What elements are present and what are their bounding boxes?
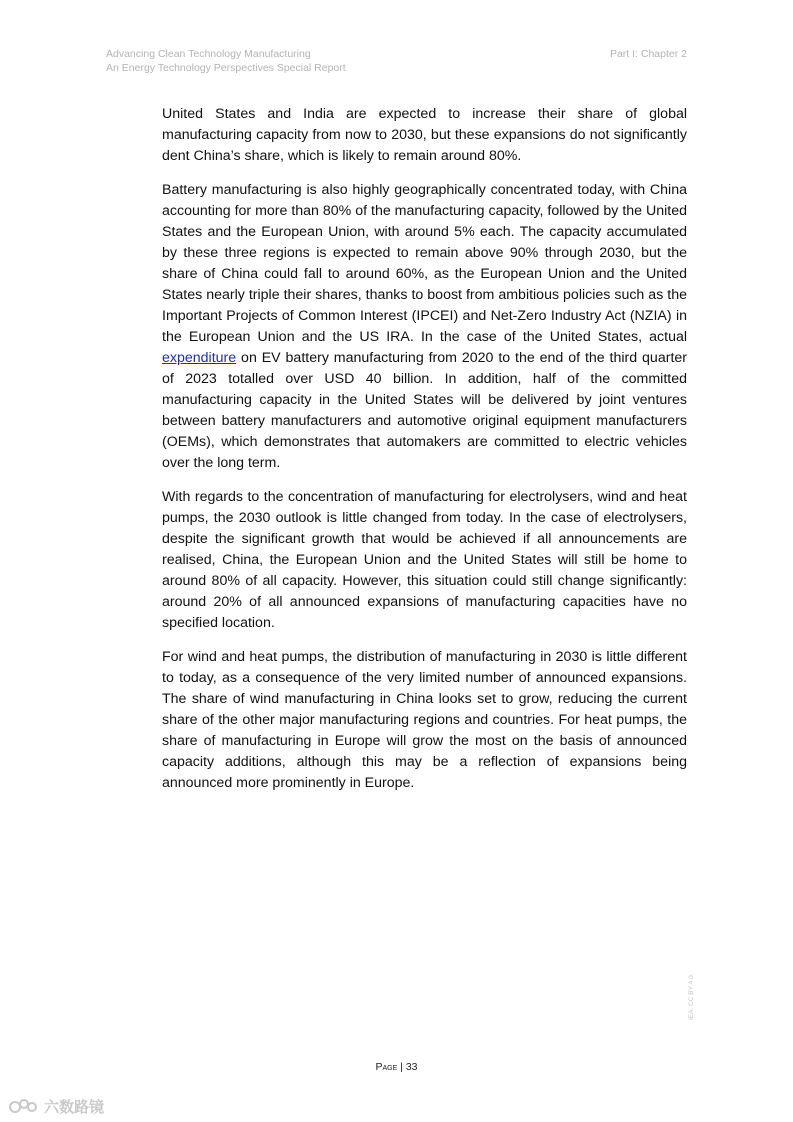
paragraph-3: With regards to the concentration of manufacturing for electrolysers, wind and heat pumps, the 2030 outlook is little changed from today. In the case of electrolysers, despite the significant growth that would be achieved if all announcements are realised, China, the European Union and the United States will still be home to around 80% of all capacity. However, this situation could still change significantly: around 20% of all announced expansions of manufacturing capacities have no specified location. [162,489,687,631]
report-title: Advancing Clean Technology Manufacturing [106,48,311,60]
watermark [8,1096,104,1117]
chapter-label: Part I: Chapter 2 [609,48,687,60]
expenditure-link[interactable]: expenditure [162,350,237,366]
main-text [162,104,687,807]
paragraph-4: For wind and heat pumps, the distribution of manufacturing in 2030 is little different to today, as a consequence of the very limited number of announced expansions. The share of wind manufacturing in China looks set to grow, reducing the current share of the other major manufacturing regions and countries. For heat pumps, the share of manufacturing in Europe will grow the most on the basis of announced capacity additions, although this may be a reflection of expansions being announced more prominently in Europe. [162,649,687,791]
paragraph-2-text-end: on EV battery manufacturing from 2020 to the end of the third quarter of 2023 totalled over USD 40 billion. In addition, half of the committed manufacturing capacity in the United States will be delivered by joint ventures between battery manufacturers and automotive original equipment manufacturers (OEMs), which demonstrates that automakers are committed to electric vehicles over the long term. [162,350,687,471]
watermark-text: 六数路镜 [44,1099,105,1116]
report-subtitle: An Energy Technology Perspectives Special Report [106,62,346,74]
paragraph-1: United States and India are expected to increase their share of global manufacturing capacity from now to 2030, but these expansions do not significantly dent China’s share, which is likely to remain around 80%. [162,106,687,164]
paragraph-2 [162,180,687,474]
page-label: Page [375,1061,398,1073]
license-note: IEA. CC BY 4.0. [688,973,695,1020]
page-number: 33 [405,1061,418,1073]
page-footer [0,1061,793,1073]
paragraph-2-text-start: Battery manufacturing is also highly geographically concentrated today, with China accounting for more than 80% of the manufacturing capacity, followed by the United States and the European Union, with around 5% each. The capacity accumulated by these three regions is expected to remain above 90% through 2030, but the share of China could fall to around 60%, as the European Union and the United States nearly triple their shares, thanks to boost from ambitious policies such as the Important Projects of Common Interest (IPCEI) and Net-Zero Industry Act (NZIA) in the European Union and the US IRA. In the case of the United States, actual [162,182,687,345]
running-header [106,47,346,75]
page-separator: | [397,1061,406,1073]
watermark-logo-icon [8,1098,38,1116]
